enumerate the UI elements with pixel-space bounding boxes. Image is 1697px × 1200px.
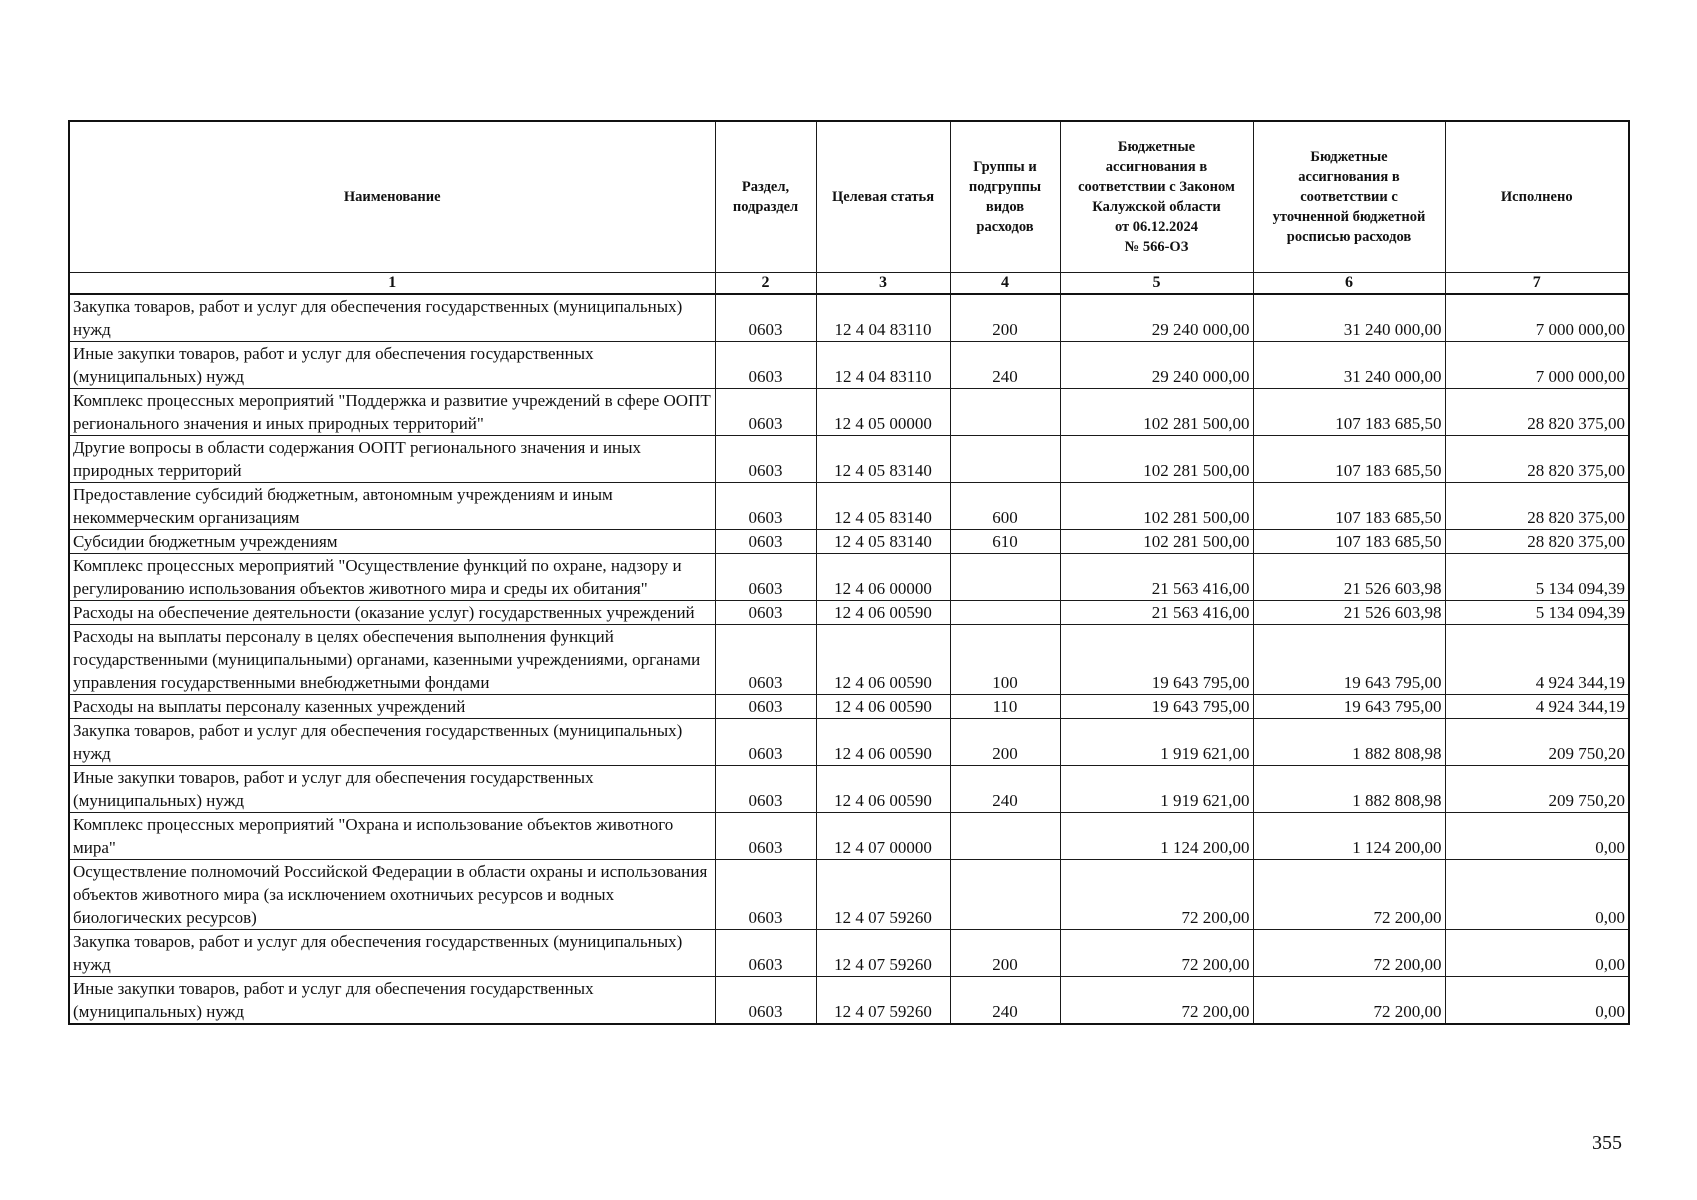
row-law-amount: 102 281 500,00	[1060, 530, 1253, 554]
row-law-amount: 72 200,00	[1060, 930, 1253, 977]
row-section: 0603	[715, 294, 816, 342]
table-header-row	[69, 121, 1629, 273]
row-section: 0603	[715, 719, 816, 766]
row-executed-amount: 5 134 094,39	[1445, 554, 1629, 601]
row-name: Закупка товаров, работ и услуг для обеспечения государственных (муниципальных) нужд	[69, 719, 715, 766]
row-law-amount: 1 919 621,00	[1060, 719, 1253, 766]
header-law-allocations	[1060, 121, 1253, 273]
row-executed-amount: 4 924 344,19	[1445, 695, 1629, 719]
column-number: 4	[950, 273, 1060, 295]
header-refined-line-4: уточненной бюджетной	[1272, 209, 1426, 225]
row-refined-amount: 21 526 603,98	[1253, 554, 1445, 601]
row-name: Субсидии бюджетным учреждениям	[69, 530, 715, 554]
row-executed-amount: 0,00	[1445, 813, 1629, 860]
row-name: Закупка товаров, работ и услуг для обеспечения государственных (муниципальных) нужд	[69, 930, 715, 977]
row-article: 12 4 06 00000	[816, 554, 950, 601]
header-refined-line-5: росписью расходов	[1286, 229, 1412, 245]
row-name: Иные закупки товаров, работ и услуг для обеспечения государственных (муниципальных) нужд	[69, 342, 715, 389]
row-executed-amount: 209 750,20	[1445, 766, 1629, 813]
table-row	[69, 860, 1629, 930]
header-groups-line-4: расходов	[976, 219, 1034, 235]
row-group: 200	[950, 930, 1060, 977]
row-name: Комплекс процессных мероприятий "Осуществление функций по охране, надзору и регулированию использования объектов животного мира и среды их обитания"	[69, 554, 715, 601]
row-executed-amount: 7 000 000,00	[1445, 342, 1629, 389]
row-section: 0603	[715, 483, 816, 530]
row-law-amount: 19 643 795,00	[1060, 695, 1253, 719]
row-law-amount: 1 124 200,00	[1060, 813, 1253, 860]
column-number: 1	[69, 273, 715, 295]
row-section: 0603	[715, 389, 816, 436]
header-groups-line-3: видов	[985, 199, 1025, 215]
row-refined-amount: 1 124 200,00	[1253, 813, 1445, 860]
row-law-amount: 72 200,00	[1060, 977, 1253, 1025]
row-refined-amount: 31 240 000,00	[1253, 294, 1445, 342]
header-refined-allocations	[1253, 121, 1445, 273]
header-law-line-6: № 566-ОЗ	[1124, 239, 1189, 255]
row-refined-amount: 1 882 808,98	[1253, 766, 1445, 813]
header-target-article: Целевая статья	[816, 121, 950, 273]
row-executed-amount: 28 820 375,00	[1445, 530, 1629, 554]
row-executed-amount: 0,00	[1445, 977, 1629, 1025]
row-refined-amount: 19 643 795,00	[1253, 625, 1445, 695]
row-article: 12 4 07 00000	[816, 813, 950, 860]
row-section: 0603	[715, 625, 816, 695]
row-group	[950, 554, 1060, 601]
table-row	[69, 930, 1629, 977]
row-refined-amount: 107 183 685,50	[1253, 436, 1445, 483]
row-name: Закупка товаров, работ и услуг для обеспечения государственных (муниципальных) нужд	[69, 294, 715, 342]
row-executed-amount: 0,00	[1445, 930, 1629, 977]
row-law-amount: 1 919 621,00	[1060, 766, 1253, 813]
row-group: 600	[950, 483, 1060, 530]
row-article: 12 4 05 00000	[816, 389, 950, 436]
row-name: Расходы на обеспечение деятельности (оказание услуг) государственных учреждений	[69, 601, 715, 625]
row-article: 12 4 05 83140	[816, 436, 950, 483]
table-row	[69, 813, 1629, 860]
table-row	[69, 977, 1629, 1025]
row-name: Другие вопросы в области содержания ООПТ регионального значения и иных природных территорий	[69, 436, 715, 483]
row-refined-amount: 107 183 685,50	[1253, 389, 1445, 436]
row-article: 12 4 06 00590	[816, 625, 950, 695]
row-name: Предоставление субсидий бюджетным, автономным учреждениям и иным некоммерческим организациям	[69, 483, 715, 530]
row-section: 0603	[715, 530, 816, 554]
row-name: Иные закупки товаров, работ и услуг для обеспечения государственных (муниципальных) нужд	[69, 977, 715, 1025]
row-executed-amount: 7 000 000,00	[1445, 294, 1629, 342]
table-row	[69, 342, 1629, 389]
row-group	[950, 389, 1060, 436]
row-name: Комплекс процессных мероприятий "Охрана и использование объектов животного мира"	[69, 813, 715, 860]
row-refined-amount: 72 200,00	[1253, 860, 1445, 930]
row-section: 0603	[715, 766, 816, 813]
header-law-line-4: Калужской области	[1092, 199, 1221, 215]
column-number-row	[69, 273, 1629, 295]
row-group: 240	[950, 977, 1060, 1025]
row-law-amount: 102 281 500,00	[1060, 483, 1253, 530]
row-group: 240	[950, 342, 1060, 389]
table-row	[69, 483, 1629, 530]
table-row	[69, 389, 1629, 436]
row-group: 200	[950, 294, 1060, 342]
row-article: 12 4 06 00590	[816, 601, 950, 625]
header-groups	[950, 121, 1060, 273]
column-number: 5	[1060, 273, 1253, 295]
row-group	[950, 601, 1060, 625]
row-section: 0603	[715, 977, 816, 1025]
header-section-line-2: подраздел	[732, 199, 799, 215]
header-refined-line-1: Бюджетные	[1310, 149, 1388, 165]
header-section-line-1: Раздел,	[741, 179, 790, 195]
header-groups-line-1: Группы и	[973, 159, 1037, 175]
row-group	[950, 860, 1060, 930]
table-row	[69, 625, 1629, 695]
row-section: 0603	[715, 342, 816, 389]
row-law-amount: 21 563 416,00	[1060, 601, 1253, 625]
row-section: 0603	[715, 554, 816, 601]
header-law-line-5: от 06.12.2024	[1114, 219, 1199, 235]
row-section: 0603	[715, 601, 816, 625]
header-law-line-3: соответствии с Законом	[1078, 179, 1235, 195]
column-number: 6	[1253, 273, 1445, 295]
row-law-amount: 19 643 795,00	[1060, 625, 1253, 695]
row-name: Расходы на выплаты персоналу в целях обеспечения выполнения функций государственными (муниципальными) органами, казенными учреждениями, органами управления государственными внебюджетными фондами	[69, 625, 715, 695]
row-section: 0603	[715, 860, 816, 930]
row-group	[950, 436, 1060, 483]
row-executed-amount: 4 924 344,19	[1445, 625, 1629, 695]
row-law-amount: 102 281 500,00	[1060, 389, 1253, 436]
header-name: Наименование	[69, 121, 715, 273]
row-group	[950, 813, 1060, 860]
row-section: 0603	[715, 695, 816, 719]
row-group: 240	[950, 766, 1060, 813]
row-refined-amount: 107 183 685,50	[1253, 483, 1445, 530]
row-article: 12 4 06 00590	[816, 766, 950, 813]
row-article: 12 4 04 83110	[816, 294, 950, 342]
row-refined-amount: 19 643 795,00	[1253, 695, 1445, 719]
table-row	[69, 554, 1629, 601]
header-section	[715, 121, 816, 273]
row-article: 12 4 06 00590	[816, 695, 950, 719]
row-law-amount: 102 281 500,00	[1060, 436, 1253, 483]
row-article: 12 4 06 00590	[816, 719, 950, 766]
row-law-amount: 29 240 000,00	[1060, 294, 1253, 342]
row-article: 12 4 07 59260	[816, 930, 950, 977]
row-name: Расходы на выплаты персоналу казенных учреждений	[69, 695, 715, 719]
header-executed: Исполнено	[1445, 121, 1629, 273]
row-group: 610	[950, 530, 1060, 554]
table-row	[69, 766, 1629, 813]
header-refined-line-3: соответствии с	[1300, 189, 1398, 205]
row-refined-amount: 31 240 000,00	[1253, 342, 1445, 389]
table-row	[69, 436, 1629, 483]
row-group: 200	[950, 719, 1060, 766]
row-law-amount: 29 240 000,00	[1060, 342, 1253, 389]
row-executed-amount: 28 820 375,00	[1445, 436, 1629, 483]
column-number: 3	[816, 273, 950, 295]
table-row	[69, 530, 1629, 554]
header-refined-line-2: ассигнования в	[1298, 169, 1400, 185]
row-article: 12 4 05 83140	[816, 483, 950, 530]
row-executed-amount: 28 820 375,00	[1445, 389, 1629, 436]
page-number: 355	[1592, 1132, 1622, 1154]
row-section: 0603	[715, 813, 816, 860]
budget-execution-table	[68, 120, 1630, 1025]
row-article: 12 4 07 59260	[816, 860, 950, 930]
row-refined-amount: 107 183 685,50	[1253, 530, 1445, 554]
row-executed-amount: 5 134 094,39	[1445, 601, 1629, 625]
row-section: 0603	[715, 436, 816, 483]
header-law-line-1: Бюджетные	[1117, 139, 1196, 155]
row-name: Иные закупки товаров, работ и услуг для обеспечения государственных (муниципальных) нужд	[69, 766, 715, 813]
header-law-line-2: ассигнования в	[1105, 159, 1208, 175]
row-article: 12 4 04 83110	[816, 342, 950, 389]
row-refined-amount: 1 882 808,98	[1253, 719, 1445, 766]
column-number: 7	[1445, 273, 1629, 295]
row-executed-amount: 28 820 375,00	[1445, 483, 1629, 530]
row-law-amount: 72 200,00	[1060, 860, 1253, 930]
row-article: 12 4 07 59260	[816, 977, 950, 1025]
table-row	[69, 601, 1629, 625]
row-name: Осуществление полномочий Российской Федерации в области охраны и использования объектов животного мира (за исключением охотничьих ресурсов и водных биологических ресурсов)	[69, 860, 715, 930]
table-row	[69, 294, 1629, 342]
header-groups-line-2: подгруппы	[968, 179, 1042, 195]
row-refined-amount: 72 200,00	[1253, 930, 1445, 977]
row-refined-amount: 21 526 603,98	[1253, 601, 1445, 625]
row-section: 0603	[715, 930, 816, 977]
row-refined-amount: 72 200,00	[1253, 977, 1445, 1025]
row-article: 12 4 05 83140	[816, 530, 950, 554]
row-executed-amount: 209 750,20	[1445, 719, 1629, 766]
table-row	[69, 719, 1629, 766]
row-law-amount: 21 563 416,00	[1060, 554, 1253, 601]
table-row	[69, 695, 1629, 719]
row-group: 100	[950, 625, 1060, 695]
row-name: Комплекс процессных мероприятий "Поддержка и развитие учреждений в сфере ООПТ регионального значения и иных природных территорий"	[69, 389, 715, 436]
row-executed-amount: 0,00	[1445, 860, 1629, 930]
row-group: 110	[950, 695, 1060, 719]
column-number: 2	[715, 273, 816, 295]
